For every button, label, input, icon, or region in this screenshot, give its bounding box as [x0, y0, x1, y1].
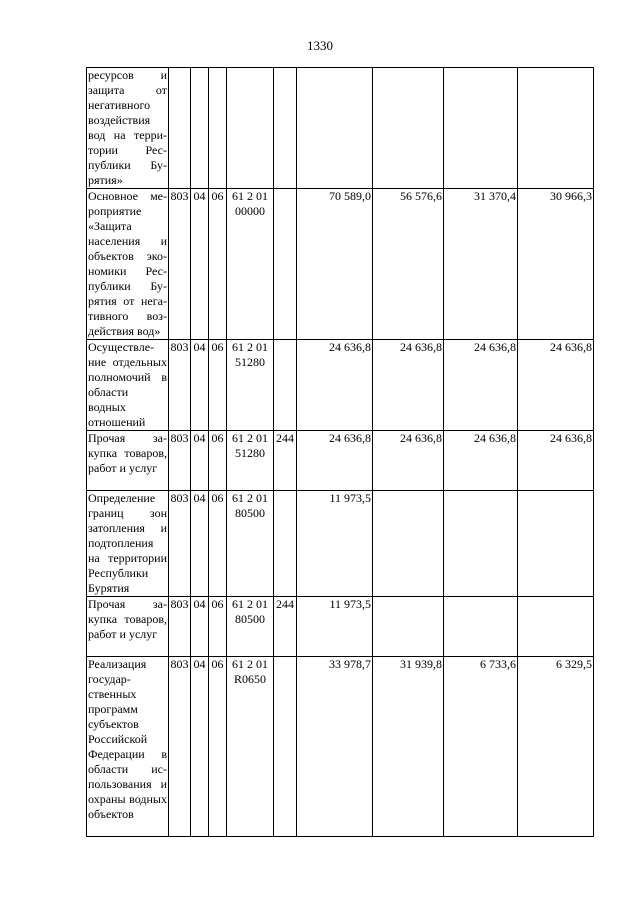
amount-3: 6 733,6: [444, 657, 518, 837]
target-code: 61 2 01 51280: [227, 340, 274, 431]
section-code: 04: [191, 491, 209, 597]
budget-table: [86, 67, 594, 837]
ministry-code: [169, 68, 191, 189]
target-code: [227, 68, 274, 189]
expense-type-code: [274, 657, 297, 837]
table-row: [87, 431, 594, 491]
amount-3: [444, 491, 518, 597]
target-code: 61 2 01 51280: [227, 431, 274, 491]
amount-1: 11 973,5: [297, 597, 373, 657]
amount-1: 11 973,5: [297, 491, 373, 597]
amount-4: [518, 597, 594, 657]
table-row: [87, 657, 594, 837]
table-row: [87, 68, 594, 189]
table-row: [87, 597, 594, 657]
amount-2: 56 576,6: [373, 189, 444, 340]
page-number: 1330: [307, 38, 333, 53]
amount-4: [518, 68, 594, 189]
ministry-code: 803: [169, 657, 191, 837]
amount-3: 24 636,8: [444, 431, 518, 491]
subsection-code: [209, 68, 227, 189]
ministry-code: 803: [169, 189, 191, 340]
expense-type-code: 244: [274, 431, 297, 491]
table-row: [87, 491, 594, 597]
amount-2: [373, 597, 444, 657]
target-code: 61 2 01 00000: [227, 189, 274, 340]
ministry-code: 803: [169, 491, 191, 597]
amount-3: [444, 597, 518, 657]
subsection-code: 06: [209, 491, 227, 597]
amount-1: 33 978,7: [297, 657, 373, 837]
section-code: 04: [191, 597, 209, 657]
row-name: Определение границ зон затопления и подтопления на территории Республики Бурятия: [88, 491, 167, 595]
ministry-code: 803: [169, 431, 191, 491]
amount-1: [297, 68, 373, 189]
amount-4: 24 636,8: [518, 431, 594, 491]
row-name: Прочая закупка товаров, работ и услуг: [87, 597, 169, 657]
amount-2: 24 636,8: [373, 431, 444, 491]
subsection-code: 06: [209, 189, 227, 340]
amount-3: [444, 68, 518, 189]
amount-2: [373, 491, 444, 597]
amount-1: 24 636,8: [297, 431, 373, 491]
amount-3: 24 636,8: [444, 340, 518, 431]
expense-type-code: [274, 340, 297, 431]
expense-type-code: [274, 189, 297, 340]
section-code: 04: [191, 340, 209, 431]
row-name: Реализация государственных программ субъектов Российской Федерации в области использования и охраны водных объектов: [87, 657, 169, 837]
section-code: 04: [191, 431, 209, 491]
amount-4: 24 636,8: [518, 340, 594, 431]
row-name: Осуществление отдельных полномочий в области водных отношений: [88, 340, 167, 429]
row-name: ресурсов и защита от негативного воздействия вод на территории Республики Бурятия»: [88, 68, 167, 187]
expense-type-code: [274, 68, 297, 189]
subsection-code: 06: [209, 597, 227, 657]
subsection-code: 06: [209, 431, 227, 491]
expense-type-code: [274, 491, 297, 597]
table-row: [87, 189, 594, 340]
target-code: 61 2 01 80500: [227, 597, 274, 657]
amount-2: 24 636,8: [373, 340, 444, 431]
amount-3: 31 370,4: [444, 189, 518, 340]
amount-2: 31 939,8: [373, 657, 444, 837]
row-name: Основное мероприятие «Защита населения и объектов экономики Республики Бурятия от негативного воздействия вод»: [88, 189, 167, 338]
expense-type-code: 244: [274, 597, 297, 657]
target-code: 61 2 01 80500: [227, 491, 274, 597]
amount-1: 24 636,8: [297, 340, 373, 431]
section-code: [191, 68, 209, 189]
ministry-code: 803: [169, 597, 191, 657]
section-code: 04: [191, 657, 209, 837]
amount-1: 70 589,0: [297, 189, 373, 340]
section-code: 04: [191, 189, 209, 340]
row-name: Прочая закупка товаров, работ и услуг: [87, 431, 169, 491]
subsection-code: 06: [209, 657, 227, 837]
amount-4: 6 329,5: [518, 657, 594, 837]
subsection-code: 06: [209, 340, 227, 431]
table-row: [87, 340, 594, 431]
amount-4: [518, 491, 594, 597]
amount-2: [373, 68, 444, 189]
ministry-code: 803: [169, 340, 191, 431]
amount-4: 30 966,3: [518, 189, 594, 340]
target-code: 61 2 01 R0650: [227, 657, 274, 837]
